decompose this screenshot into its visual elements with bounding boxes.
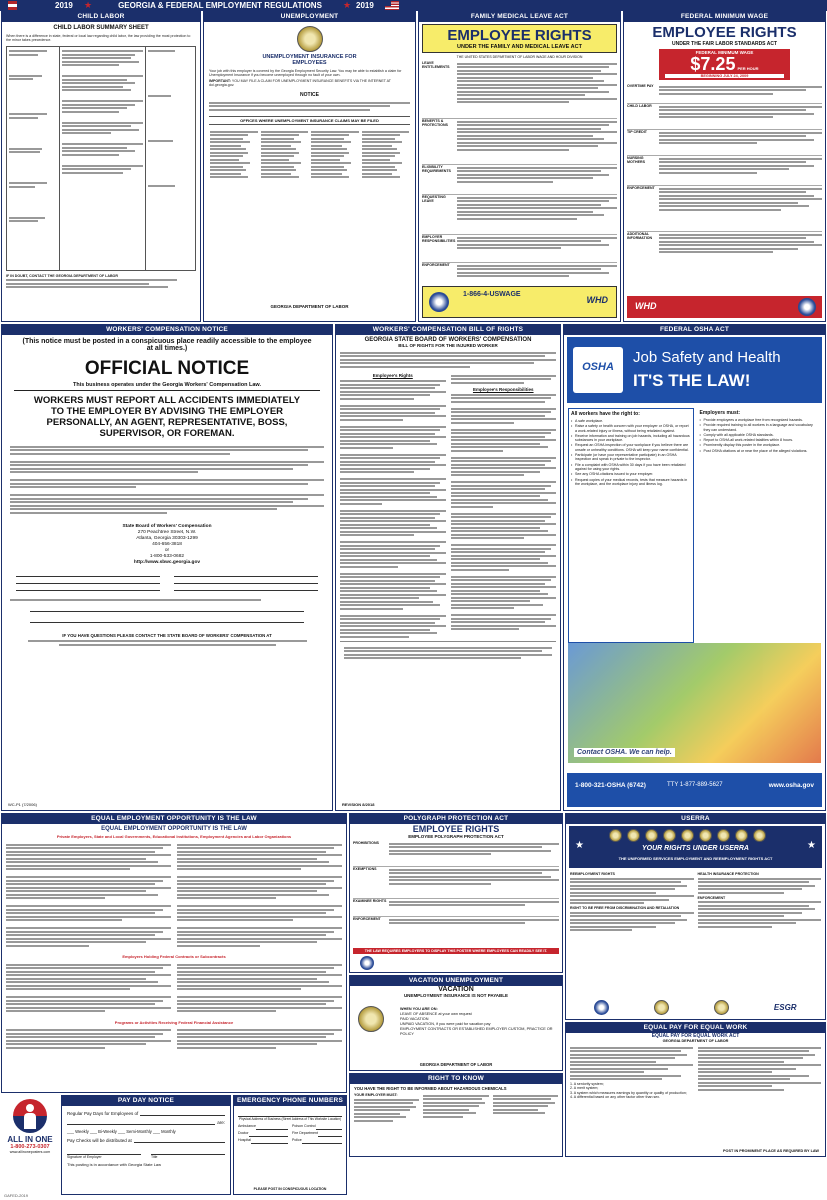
emergency-field-label: Poison Control	[292, 1124, 316, 1128]
min-wage-whd-logo: WHD	[635, 301, 657, 311]
rights-title: Employee's Rights	[372, 373, 413, 378]
workers-comp-title: OFFICIAL NOTICE	[84, 358, 250, 379]
title-field[interactable]	[151, 1148, 225, 1155]
bill-of-rights-title: GEORGIA STATE BOARD OF WORKERS' COMPENSATION	[364, 337, 532, 343]
polygraph-section-label: EXEMPTIONS	[353, 867, 377, 871]
eeo-sub-1: Private Employers, State and Local Governments, Educational Institutions, Employment Agencies and Labor Organizations	[56, 834, 292, 839]
osha-employers-list	[700, 418, 820, 453]
board-web: http://www.sbwc.georgia.gov	[133, 560, 201, 565]
osha-employer-duty: • Post OSHA citations at or near the place of the alleged violations.	[700, 449, 820, 453]
min-wage-box	[659, 49, 790, 80]
signature-field[interactable]	[67, 1148, 141, 1155]
military-seal-icon	[609, 829, 622, 842]
workers-comp-warning: WORKERS MUST REPORT ALL ACCIDENTS IMMEDIATELY TO THE EMPLOYER BY ADVISING THE EMPLOYER PERSONALLY, AN AGENT, REPRESENTATIVE, BOSS, SUPERVISOR, OR FOREMAN.	[33, 395, 301, 439]
unemployment-footer: GEORGIA DEPARTMENT OF LABOR	[270, 304, 349, 309]
board-address-1: 270 Peachtree Street, N.W.	[137, 530, 197, 535]
star-icon: ★	[343, 0, 352, 10]
emergency-note: PLEASE POST IN CONSPICUOUS LOCATION	[253, 1187, 327, 1191]
equal-pay-footer: POST IN PROMINENT PLACE AS REQUIRED BY LAW	[723, 1149, 819, 1153]
equal-pay-panel	[565, 1022, 826, 1157]
min-wage-section-label: ADDITIONAL INFORMATION	[627, 232, 653, 240]
fmla-footer	[422, 286, 617, 318]
pay-day-panel	[61, 1095, 231, 1195]
georgia-seal-icon	[358, 1006, 384, 1032]
board-address	[2, 524, 332, 566]
bill-of-rights-header: WORKERS' COMPENSATION BILL OF RIGHTS	[336, 325, 560, 335]
osha-worker-right: • Receive information and training on job hazards, including all hazardous substances in your workplace.	[571, 434, 691, 443]
osha-worker-right: • A safe workplace.	[571, 419, 691, 423]
osha-banner	[567, 337, 822, 403]
osha-phone: 1-800-321-OSHA (6742)	[575, 782, 646, 789]
polygraph-section-label: EXAMINEE RIGHTS	[353, 899, 387, 903]
osha-worker-right: • Request copies of your medical records, tests that measure hazards in the workplace, and the workplace injury and illness log.	[571, 478, 691, 487]
min-wage-rate: $7.25	[690, 54, 736, 74]
equal-pay-title: EQUAL PAY FOR EQUAL WORK ACT	[651, 1033, 740, 1039]
eeo-sub-3: Programs or Activities Receiving Federal Financial Assistance	[114, 1019, 234, 1025]
fire-department-field[interactable]	[318, 1130, 342, 1137]
military-seal-icon	[735, 829, 748, 842]
min-wage-section-label: CHILD LABOR	[627, 104, 652, 108]
board-phone-2: 1-800-533-0682	[149, 554, 185, 559]
police-field[interactable]	[302, 1137, 342, 1144]
min-wage-section-label: OVERTIME PAY	[627, 84, 654, 88]
top-header	[0, 0, 827, 11]
fmla-section-label: ENFORCEMENT	[422, 263, 450, 267]
board-address-2: Atlanta, Georgia 30303-1299	[136, 536, 198, 541]
military-seal-icon	[645, 829, 658, 842]
polygraph-header: POLYGRAPH PROTECTION ACT	[350, 814, 562, 824]
header-year-left: 2019	[55, 1, 73, 10]
workers-comp-intro: (This notice must be posted in a conspicuous place readily accessible to the employee at all times.)	[22, 338, 312, 352]
polygraph-subtitle: EMPLOYEE POLYGRAPH PROTECTION ACT	[408, 834, 504, 839]
fmla-dept: THE UNITED STATES DEPARTMENT OF LABOR WAGE AND HOUR DIVISION	[456, 55, 583, 59]
osha-employers-box	[698, 408, 822, 643]
employer-name-field[interactable]	[140, 1109, 225, 1116]
dol-seal-icon	[798, 298, 816, 316]
equal-pay-item: 2. A merit system;	[570, 1086, 599, 1091]
osha-employers-title: Employers must:	[699, 410, 741, 416]
fmla-subtitle: UNDER THE FAMILY AND MEDICAL LEAVE ACT	[457, 44, 582, 50]
userra-title: YOUR RIGHTS UNDER USERRA	[642, 845, 749, 852]
brand-name: ALL IN ONE	[7, 1135, 53, 1144]
pay-day-line-3: Pay Checks will be distributed at	[67, 1138, 132, 1143]
star-icon: ★	[84, 0, 93, 10]
userra-header: USERRA	[566, 814, 825, 824]
fmla-section-label: REQUESTING LEAVE	[422, 195, 446, 203]
min-wage-effective: BEGINNING JULY 24, 2009	[665, 74, 784, 78]
polygraph-bar: THE LAW REQUIRES EMPLOYERS TO DISPLAY THIS POSTER WHERE EMPLOYEES CAN READILY SEE IT.	[353, 948, 559, 954]
right-to-know-employer: YOUR EMPLOYER MUST:	[354, 1093, 398, 1097]
pay-day-line-1: Regular Pay Days for Employees of	[67, 1111, 139, 1116]
dol-seal-icon	[360, 956, 374, 970]
workers-comp-panel	[1, 324, 333, 811]
bill-of-rights-subtitle: BILL OF RIGHTS FOR THE INJURED WORKER	[398, 343, 498, 348]
osha-worker-right: • Raise a safety or health concern with your employer or OSHA, or report a work-related injury or illness, without being retaliated against.	[571, 424, 691, 433]
unemployment-notice: NOTICE	[300, 92, 319, 99]
board-name: State Board of Workers' Compensation	[122, 524, 212, 529]
emergency-addr-label: Physical Address of Business (Street Address of This Worksite Location)	[238, 1117, 342, 1121]
brand-logo-icon	[13, 1099, 47, 1133]
osha-tty: TTY 1-877-889-5627	[667, 782, 723, 788]
osha-contact: Contact OSHA. We can help.	[574, 748, 675, 757]
equal-pay-item: 4. A differential based on any other factor other than sex.	[570, 1095, 661, 1100]
osha-brand: OSHA	[582, 361, 614, 373]
userra-banner	[569, 826, 822, 868]
osha-workers-title: All workers have the right to:	[571, 411, 640, 417]
bill-of-rights-revision: REVISION 8/2018	[342, 802, 375, 807]
min-wage-subtitle: UNDER THE FAIR LABOR STANDARDS ACT	[672, 41, 777, 47]
osha-worker-right: • Request an OSHA inspection of your workplace if you believe there are unsafe or unhealthy conditions. OSHA will keep your name confidential.	[571, 443, 691, 452]
fmla-section-label: BENEFITS & PROTECTIONS	[422, 119, 448, 127]
eeo-sub-2: Employers Holding Federal Contracts or Subcontracts	[122, 954, 226, 959]
min-wage-section-label: ENFORCEMENT	[627, 186, 655, 190]
fmla-whd-logo: WHD	[586, 295, 608, 305]
userra-section-label: REEMPLOYMENT RIGHTS	[570, 872, 615, 876]
fmla-section-label: ELIGIBILITY REQUIREMENTS	[422, 165, 451, 173]
osha-title-2: IT'S THE LAW!	[633, 371, 751, 390]
userra-section-label: ENFORCEMENT	[697, 895, 726, 900]
pay-day-options[interactable]: ___ Weekly ___ Bi-Weekly ___ Semi-Monthly ___ Monthly	[67, 1129, 176, 1134]
vacation-footer: GEORGIA DEPARTMENT OF LABOR	[419, 1062, 493, 1067]
min-wage-box-label: FEDERAL MINIMUM WAGE	[695, 50, 754, 55]
emergency-field-label: Fire Department	[292, 1131, 318, 1135]
osha-employer-duty: • Report to OSHA all work-related fatalities within 8 hours.	[700, 438, 820, 442]
doctor-field[interactable]	[249, 1130, 288, 1137]
vacation-item: LEAVE OF ABSENCE at your own request	[400, 1012, 472, 1016]
polygraph-section-label: ENFORCEMENT	[353, 917, 381, 921]
equal-pay-sub: GEORGIA DEPARTMENT OF LABOR	[662, 1039, 729, 1043]
osha-web: www.osha.gov	[768, 782, 814, 789]
osha-employer-duty: • Provide employees a workplace free from recognized hazards.	[700, 418, 820, 422]
right-to-know-header: RIGHT TO KNOW	[350, 1074, 562, 1084]
osha-employer-duty: • Provide required training to all workers in a language and vocabulary they can understand.	[700, 423, 820, 432]
fmla-title-block	[422, 24, 617, 53]
distribution-field[interactable]	[134, 1136, 225, 1143]
esgr-logo: ESGR	[773, 1003, 797, 1012]
pay-day-line-4: This posting is in accordance with Georgia State Law	[67, 1162, 162, 1167]
vacation-header: VACATION UNEMPLOYMENT	[350, 976, 562, 986]
child-labor-panel: CHILD LABOR CHILD LABOR SUMMARY SHEET When there is a difference in state, federal or local law regarding child labor, the law providing the most protection to the minor takes precedence. IF IN DOUBT, CONTACT THE GEORGIA DEPARTMENT OF LABOR	[1, 11, 201, 322]
right-to-know-title: YOU HAVE THE RIGHT TO BE INFORMED ABOUT HAZARDOUS CHEMICALS	[354, 1086, 507, 1091]
userra-subtitle: THE UNIFORMED SERVICES EMPLOYMENT AND REEMPLOYMENT RIGHTS ACT	[618, 856, 773, 861]
georgia-flag-icon	[3, 1, 17, 10]
userra-logos	[572, 1000, 819, 1015]
workers-comp-header: WORKERS' COMPENSATION NOTICE	[2, 325, 332, 335]
board-phone-1: 404-656-3818	[152, 542, 182, 547]
child-labor-title: CHILD LABOR SUMMARY SHEET	[53, 25, 149, 31]
brand-web: www.allinoneposters.com	[9, 1150, 51, 1154]
osha-worker-right: • File a complaint with OSHA within 30 days if you have been retaliated against for using your rights.	[571, 463, 691, 472]
vacation-item: WHEN YOU ARE ON:	[400, 1007, 438, 1011]
min-wage-per: PER HOUR	[737, 66, 759, 71]
unemployment-panel: UNEMPLOYMENT UNEMPLOYMENT INSURANCE FOR EMPLOYEES Your job with this employer is covered by the Georgia Employment Security Law. You may be able to establish a claim for Unemployment Insurance if you become unemployed through no fault of your own. IMPORTANT: YOU MAY FILE A CLAIM FOR UNEMPLOYMENT INSURANCE BENEFITS VIA THE INTERNET AT dol.georgia.gov. NOTICE OFFICES WHERE UNEMPLOYMENT INSURANCE CLAIMS MAY BE FILED GEORGIA DEPARTMENT OF LABOR	[203, 11, 416, 322]
emergency-header: EMERGENCY PHONE NUMBERS	[234, 1096, 346, 1106]
fmla-header: FAMILY MEDICAL LEAVE ACT	[419, 12, 620, 22]
bill-of-rights-panel	[335, 324, 561, 811]
header-year-right: 2019	[356, 1, 374, 10]
vacation-list	[400, 1007, 556, 1037]
userra-seals	[609, 829, 766, 842]
equal-pay-header: EQUAL PAY FOR EQUAL WORK	[566, 1023, 825, 1033]
min-wage-sections	[624, 82, 825, 284]
child-labor-table	[6, 46, 196, 271]
vacation-title: VACATION	[438, 986, 474, 993]
footer-id: GAFED-2019	[4, 1193, 29, 1198]
osha-employer-duty: • Comply with all applicable OSHA standards.	[700, 433, 820, 437]
min-wage-title: EMPLOYEE RIGHTS	[652, 24, 797, 41]
vacation-item: EMPLOYMENT CONTRACTS OR ESTABLISHED EMPLOYER CUSTOM, PRACTICE OR POLICY	[400, 1027, 553, 1036]
brand-block	[1, 1095, 59, 1195]
eeo-title: EQUAL EMPLOYMENT OPPORTUNITY IS THE LAW	[101, 826, 247, 832]
min-wage-header: FEDERAL MINIMUM WAGE	[624, 12, 825, 22]
poison-control-field[interactable]	[316, 1123, 342, 1130]
vacation-item: UNPAID VACATION, if you were paid for vacation pay	[400, 1022, 491, 1026]
emergency-panel	[233, 1095, 347, 1195]
hospital-field[interactable]	[251, 1137, 288, 1144]
osha-logo	[573, 347, 623, 393]
ambulance-field[interactable]	[256, 1123, 288, 1130]
min-wage-footer	[627, 296, 822, 318]
office-list	[204, 127, 415, 182]
page-title: GEORGIA & FEDERAL EMPLOYMENT REGULATIONS	[118, 1, 322, 10]
unemployment-title: UNEMPLOYMENT INSURANCE FOR EMPLOYEES	[262, 54, 357, 66]
polygraph-section-label: PROHIBITIONS	[353, 841, 379, 845]
osha-title-1: Job Safety and Health	[633, 349, 781, 366]
unemployment-header: UNEMPLOYMENT	[204, 12, 415, 22]
board-phone-or: or	[164, 548, 170, 553]
min-wage-section-label: TIP CREDIT	[627, 130, 647, 134]
emergency-field-label: Doctor	[238, 1131, 249, 1135]
equal-pay-item: 3. A system which measures earnings by quantity or quality of production;	[570, 1090, 687, 1095]
equal-pay-exceptions	[570, 1082, 693, 1100]
workers-comp-form: WC-P1 (7/2006)	[8, 802, 37, 807]
responsibilities-title: Employee's Responsibilities	[472, 386, 534, 392]
osha-panel	[563, 324, 826, 811]
star-icon: ★	[575, 840, 584, 851]
osha-illustration	[568, 643, 821, 763]
osha-header: FEDERAL OSHA ACT	[564, 325, 825, 335]
pay-day-line-2: are:	[217, 1120, 225, 1125]
userra-section-label: HEALTH INSURANCE PROTECTION	[697, 872, 759, 876]
doj-seal-icon	[714, 1000, 729, 1015]
military-seal-icon	[681, 829, 694, 842]
unemployment-important: IMPORTANT:	[209, 79, 231, 84]
emergency-field-label: Police	[292, 1138, 302, 1142]
star-icon: ★	[807, 840, 816, 851]
polygraph-panel	[349, 813, 563, 973]
vacation-item: PAID VACATION	[400, 1017, 429, 1021]
military-seal-icon	[717, 829, 730, 842]
eeo-header: EQUAL EMPLOYMENT OPPORTUNITY IS THE LAW	[2, 814, 346, 824]
pay-day-header: PAY DAY NOTICE	[62, 1096, 230, 1106]
osha-workers-list	[571, 419, 691, 486]
military-seal-icon	[627, 829, 640, 842]
workers-comp-footer: IF YOU HAVE QUESTIONS PLEASE CONTACT THE STATE BOARD OF WORKERS' COMPENSATION AT	[62, 632, 272, 638]
osha-worker-right: • Participate (or have your representative participate) in an OSHA inspection and speak in private to the inspector.	[571, 453, 691, 462]
dol-seal-icon	[594, 1000, 609, 1015]
georgia-seal-icon	[297, 26, 323, 52]
address-field[interactable]	[238, 1110, 342, 1117]
osha-footer	[567, 773, 822, 807]
osha-workers-box	[568, 408, 694, 643]
child-labor-footer: IF IN DOUBT, CONTACT THE GEORGIA DEPARTMENT OF LABOR	[6, 273, 118, 278]
min-wage-section-label: NURSING MOTHERS	[627, 156, 645, 164]
rights-text	[340, 380, 446, 638]
child-labor-header: CHILD LABOR	[2, 12, 200, 22]
pay-day-title-label: Title	[151, 1155, 158, 1159]
min-wage-panel	[623, 11, 826, 322]
fmla-sections	[419, 59, 620, 291]
userra-panel	[565, 813, 826, 1020]
emergency-field-label: Ambulance	[238, 1124, 256, 1128]
userra-section-label: RIGHT TO BE FREE FROM DISCRIMINATION AND RETALIATION	[570, 906, 680, 910]
vacation-subtitle: UNEMPLOYMENT INSURANCE IS NOT PAYABLE	[403, 993, 509, 998]
eeo-panel	[1, 813, 347, 1093]
osha-worker-right: • See any OSHA citations issued to your employer.	[571, 472, 691, 476]
employer-name-field-2[interactable]	[67, 1118, 215, 1125]
fmla-section-label: LEAVE ENTITLEMENTS	[422, 61, 450, 69]
us-flag-icon	[385, 1, 399, 10]
pay-day-sig-label: Signature of Employer	[67, 1155, 102, 1159]
physician-fill-lines	[2, 566, 332, 595]
osha-employer-duty: • Prominently display this poster in the workplace.	[700, 443, 820, 447]
fmla-section-label: EMPLOYER RESPONSIBILITIES	[422, 235, 456, 243]
responsibilities-text	[451, 394, 557, 631]
fmla-panel	[418, 11, 621, 322]
offices-title: OFFICES WHERE UNEMPLOYMENT INSURANCE CLAIMS MAY BE FILED	[209, 116, 410, 125]
vets-seal-icon	[654, 1000, 669, 1015]
emergency-field-label: Hospital	[238, 1138, 251, 1142]
vacation-panel	[349, 975, 563, 1071]
equal-pay-item: 1. A seniority system;	[570, 1082, 604, 1086]
brand-phone: 1-800-273-0307	[10, 1144, 50, 1150]
right-to-know-panel	[349, 1073, 563, 1157]
dol-seal-icon	[429, 292, 449, 312]
workers-comp-sub: This business operates under the Georgia Workers' Compensation Law.	[14, 382, 320, 391]
fmla-title: EMPLOYEE RIGHTS	[447, 27, 592, 44]
military-seal-icon	[699, 829, 712, 842]
military-seal-icon	[663, 829, 676, 842]
polygraph-title: EMPLOYEE RIGHTS	[412, 824, 500, 834]
military-seal-icon	[753, 829, 766, 842]
fmla-phone: 1-866-4-USWAGE	[463, 291, 521, 298]
